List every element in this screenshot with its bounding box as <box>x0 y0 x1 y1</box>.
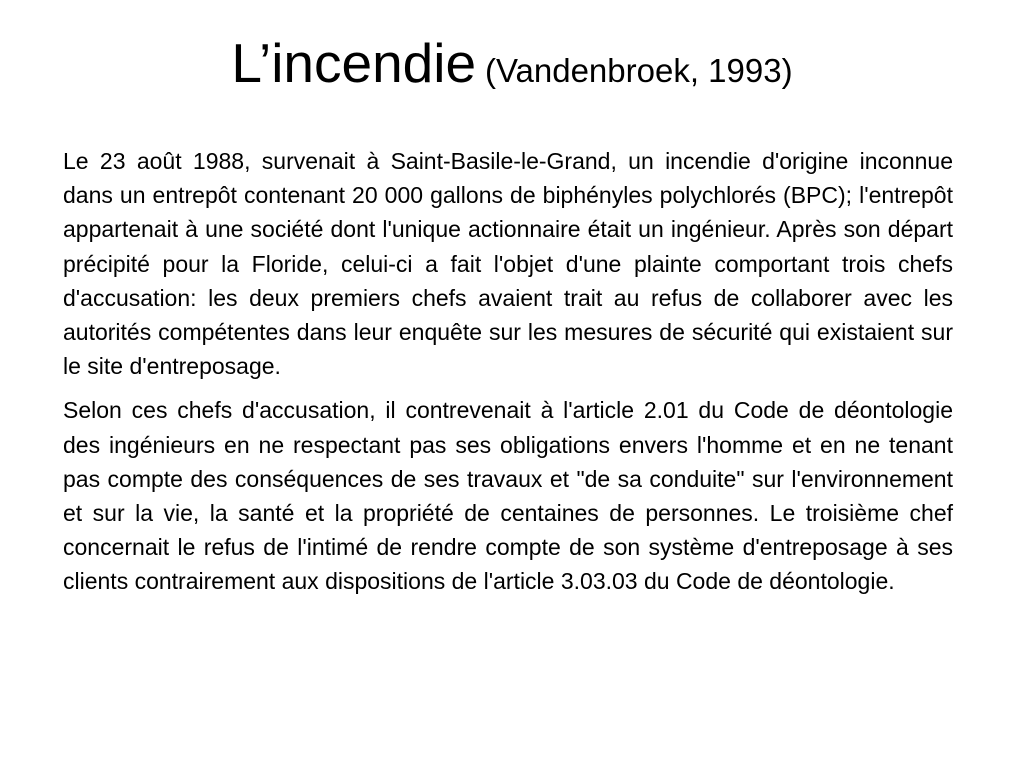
paragraph-incident: Le 23 août 1988, survenait à Saint-Basile-le-Grand, un incendie d'origine inconnue dans un entrepôt contenant 20 000 gallons de biphényles polychlorés (BPC); l'entrepôt appartenait à une société dont l'unique actionnaire était un ingénieur. Après son départ précipité pour la Floride, celui-ci a fait l'objet d'une plainte comportant trois chefs d'accusation: les deux premiers chefs avaient trait au refus de collaborer avec les autorités compétentes dans leur enquête sur les mesures de sécurité qui existaient sur le site d'entreposage. <box>63 148 953 380</box>
slide-title <box>0 32 1024 94</box>
paragraph-charges: Selon ces chefs d'accusation, il contrevenait à l'article 2.01 du Code de déontologie des ingénieurs en ne respectant pas ses obligations envers l'homme et en ne tenant pas compte des conséquences de ses travaux et "de sa conduite" sur l'environnement et sur la vie, la santé et la propriété de centaines de personnes. Le troisième chef concernait le refus de l'intimé de rendre compte de son système d'entreposage à ses clients contrairement aux dispositions de l'article 3.03.03 du Code de déontologie. <box>63 397 953 595</box>
title-citation: (Vandenbroek, 1993) <box>484 52 793 89</box>
title-main: L’incendie <box>231 32 477 94</box>
slide-body <box>63 144 953 609</box>
